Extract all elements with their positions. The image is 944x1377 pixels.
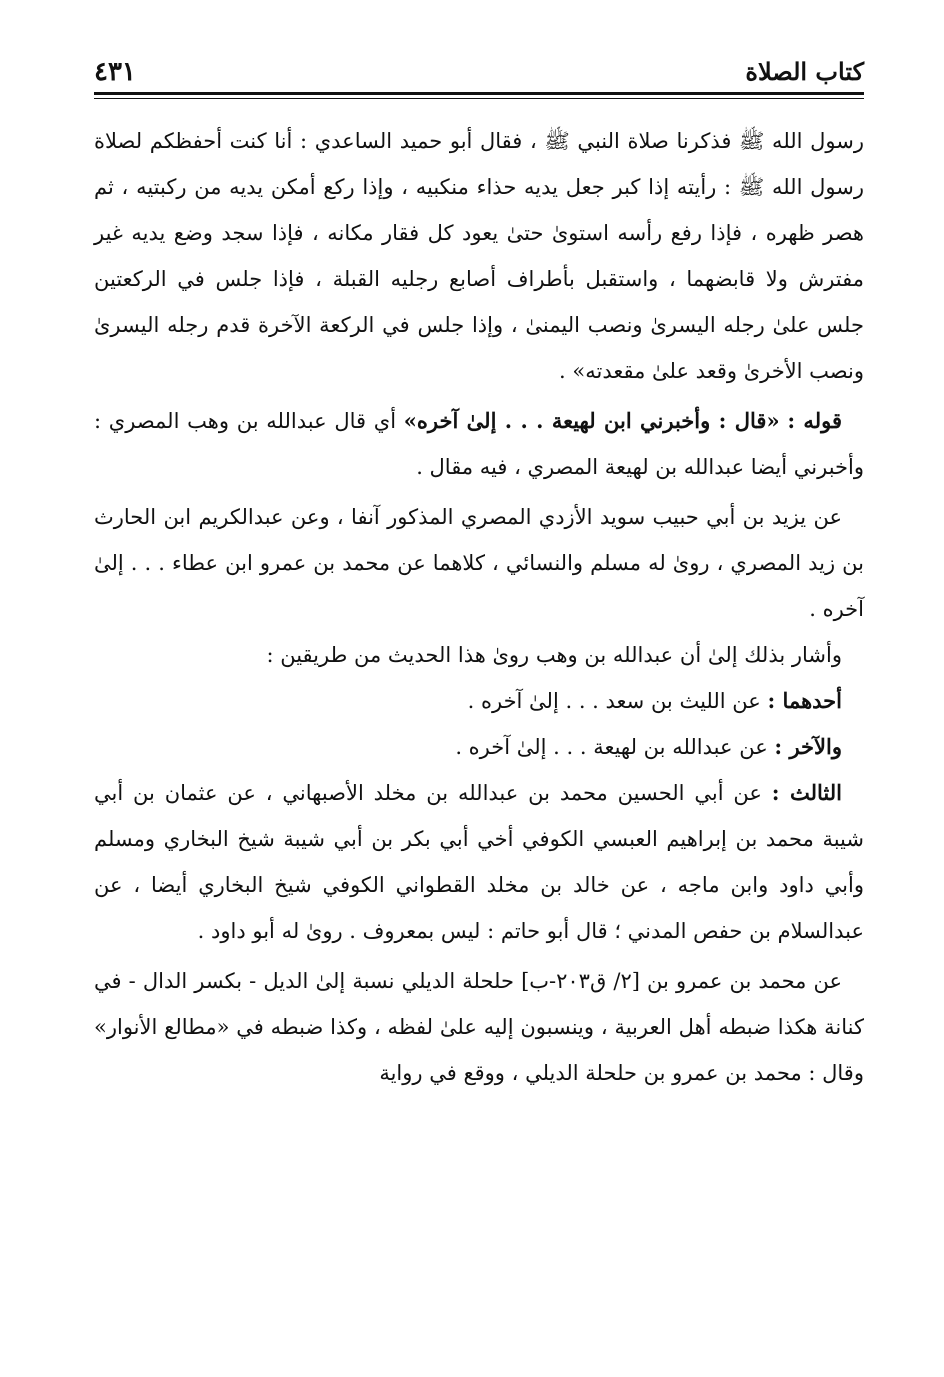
- paragraph-text: رسول الله ﷺ فذكرنا صلاة النبي ﷺ ، فقال أبو حميد الساعدي : أنا كنت أحفظكم لصلاة رسول الله ﷺ : رأيته إذا كبر جعل يديه حذاء منكبيه ، وإذا ركع أمكن يديه من ركبتيه ، ثم هصر ظهره ، فإذا رفع رأسه استوىٰ حتىٰ يعود كل فقار مكانه ، فإذا سجد وضع يديه غير مفترش ولا قابضهما ، واستقبل بأطراف أصابع رجليه القبلة ، فإذا جلس في الركعتين جلس علىٰ رجله اليسرىٰ ونصب اليمنىٰ ، وإذا جلس في الركعة الآخرة قدم رجله اليسرىٰ ونصب الأخرىٰ وقعد علىٰ مقعدته» .: [94, 129, 864, 383]
- paragraph-text: عن أبي الحسين محمد بن عبدالله بن مخلد الأصبهاني ، عن عثمان بن أبي شيبة محمد بن إبراهيم العبسي الكوفي أخي أبي بكر بن أبي شيبة شيخ البخاري ومسلم وأبي داود وابن ماجه ، عن خالد بن مخلد القطواني الكوفي شيخ البخاري أيضا ، عن عبدالسلام بن حفص المدني ؛ قال أبو حاتم : ليس بمعروف . روىٰ له أبو داود .: [94, 781, 864, 943]
- paragraph-chain: [94, 494, 864, 632]
- paragraph-text: عن محمد بن عمرو بن [٢/ ق٢٠٣-ب] حلحلة الديلي نسبة إلىٰ الديل - بكسر الدال - في كنانة هكذا ضبطه أهل العربية ، وينسبون إليه علىٰ لفظه ، وكذا ضبطه في «مطالع الأنوار» وقال : محمد بن عمرو بن حلحلة الديلي ، ووقع في رواية: [94, 969, 864, 1085]
- paragraph-hadith-continuation: [94, 118, 864, 394]
- paragraph-text: عن الليث بن سعد . . . إلىٰ آخره .: [467, 689, 761, 713]
- paragraph-narrator-note: [94, 958, 864, 1096]
- paragraph-text: وأشار بذلك إلىٰ أن عبدالله بن وهب روىٰ هذا الحديث من طريقين :: [266, 643, 842, 667]
- paragraph-text: عن عبدالله بن لهيعة . . . إلىٰ آخره .: [455, 735, 768, 759]
- paragraph-lead: الثالث :: [771, 780, 842, 805]
- paragraph-lead: أحدهما :: [767, 688, 842, 713]
- paragraph-text: أي قال عبدالله بن وهب المصري : وأخبرني أيضا عبدالله بن لهيعة المصري ، فيه مقال .: [94, 409, 864, 479]
- running-header: [94, 52, 864, 86]
- paragraph-text: عن يزيد بن أبي حبيب سويد الأزدي المصري المذكور آنفا ، وعن عبدالكريم ابن الحارث بن زيد المصري ، روىٰ له مسلم والنسائي ، كلاهما عن محمد بن عمرو ابن عطاء . . . إلىٰ آخره .: [94, 505, 864, 621]
- page: [94, 0, 864, 1377]
- paragraph-lead: قوله :: [787, 408, 842, 433]
- page-number: ٤٣١: [94, 57, 136, 87]
- paragraph-third: [94, 770, 864, 954]
- paragraph-route-first: [94, 678, 864, 724]
- body-text: [94, 118, 864, 1096]
- paragraph-commentary: [94, 398, 864, 490]
- paragraph-lead: والآخر :: [774, 734, 842, 759]
- book-title: كتاب الصلاة: [745, 57, 864, 86]
- paragraph-quote: «قال : وأخبرني ابن لهيعة . . . إلىٰ آخره»: [403, 408, 780, 433]
- paragraph-route-second: [94, 724, 864, 770]
- paragraph-two-routes: [94, 632, 864, 678]
- header-rule-thick: [94, 92, 864, 95]
- header-rule-thin: [94, 98, 864, 99]
